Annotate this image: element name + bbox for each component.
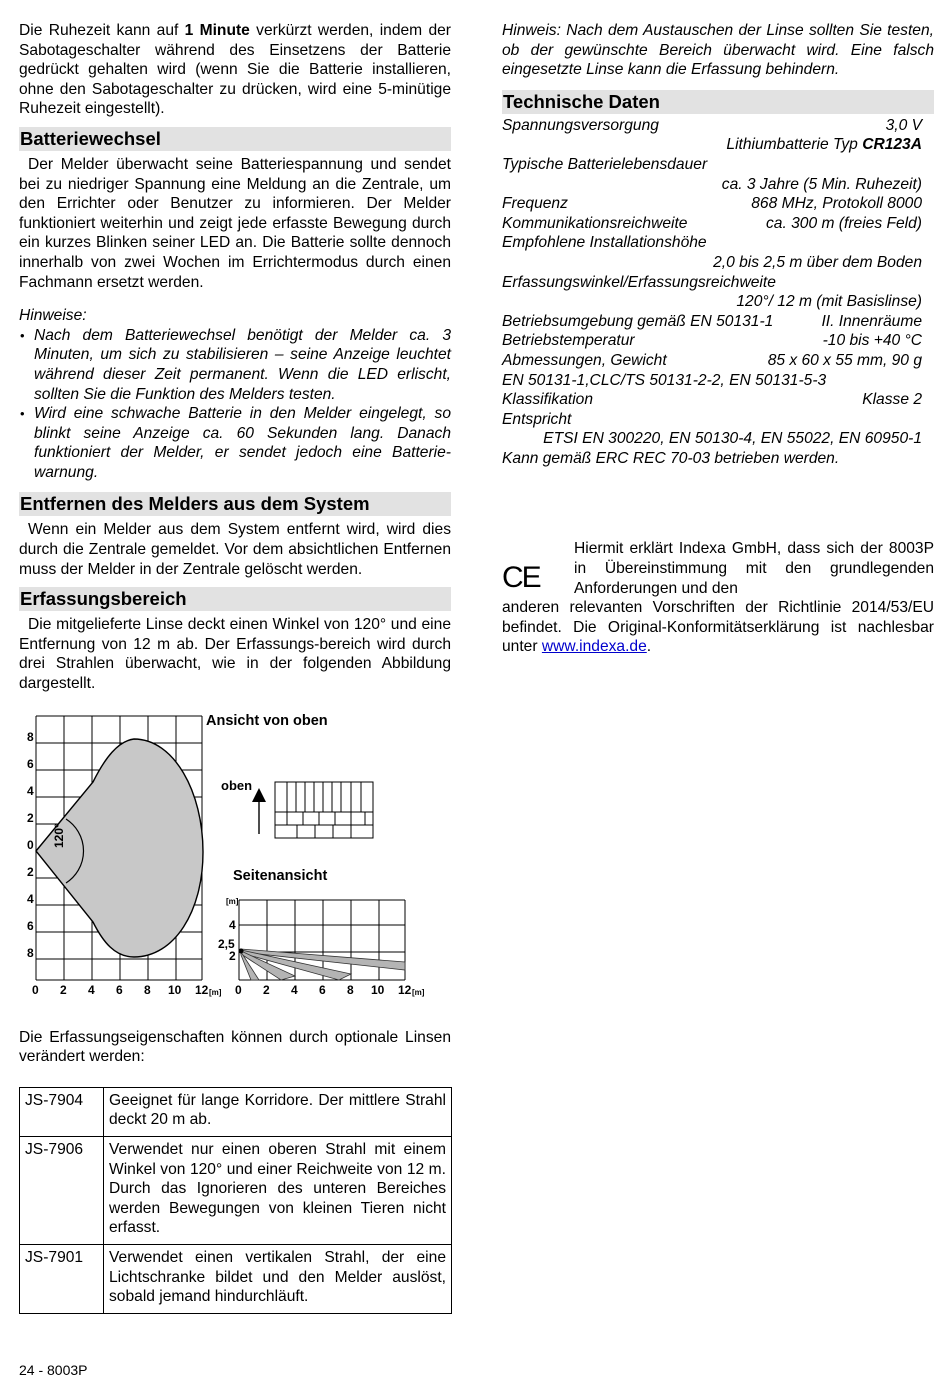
- top-x-tick: 0: [32, 982, 39, 997]
- remove-heading: Entfernen des Melders aus dem System: [19, 492, 451, 516]
- spec-row: Abmessungen, Gewicht 85 x 60 x 55 mm, 90 g: [502, 351, 922, 369]
- lens-icon: [275, 782, 373, 838]
- side-x-tick: 10: [371, 982, 385, 997]
- right-column: [502, 21, 934, 657]
- up-arrow-icon: [252, 788, 266, 802]
- left-column: [19, 21, 451, 1314]
- note-item: • Wird eine schwache Batterie in den Melder eingelegt, so blinkt seine Anzeige ca. 60 Sekunden lang. Danach funktioniert der Melder, er sendet jedoch eine Batterie-warnung.: [19, 404, 451, 482]
- battery-paragraph: Der Melder überwacht seine Batteriespannung und sendet bei zu niedriger Spannung eine Meldung an die Zentrale, um den Errichter oder Benutzer zu informieren. Der Melder funktioniert weiterhin und zeigt jede erfasste Bewegung durch ein kurzes Blinken seiner LED an. Die Batterie sollte dennoch innerhalb von zwei Wochen im Errichtermodus durch einen Fachmann ersetzt werden.: [19, 155, 451, 291]
- top-x-tick: 8: [144, 982, 151, 997]
- top-y-tick: 6: [27, 756, 34, 771]
- top-y-tick: 8: [27, 729, 34, 744]
- lens-code: JS-7904: [20, 1087, 104, 1136]
- spec-row: Betriebsumgebung gemäß EN 50131-1 II. Innenräume: [502, 312, 922, 330]
- top-x-tick: 2: [60, 982, 67, 997]
- lens-table: [19, 1087, 452, 1314]
- lens-desc: Verwendet einen vertikalen Strahl, der eine Lichtschranke bildet und den Melder auslöst, sobald jemand hindurchläuft.: [104, 1244, 452, 1313]
- spec-row: Frequenz 868 MHz, Protokoll 8000: [502, 195, 922, 213]
- side-x-tick: 6: [319, 982, 326, 997]
- side-y-tick: 2: [229, 948, 236, 963]
- spec-row: Entspricht: [502, 410, 572, 428]
- side-view-label: Seitenansicht: [233, 867, 328, 884]
- spec-row: Klassifikation Klasse 2: [502, 391, 922, 409]
- side-x-tick: 4: [291, 982, 298, 997]
- spec-row: 120°/ 12 m (mit Basislinse): [736, 293, 922, 311]
- ce-declaration: [502, 539, 934, 657]
- oben-label: oben: [221, 777, 253, 793]
- intro-text: Die Ruhezeit kann auf: [19, 22, 185, 39]
- tech-heading: Technische Daten: [502, 90, 934, 114]
- after-figure-paragraph: Die Erfassungseigenschaften können durch optionale Linsen verändert werden:: [19, 1028, 451, 1066]
- top-y-tick: 2: [27, 810, 34, 825]
- top-y-tick: 4: [27, 891, 34, 906]
- spec-row: 2,0 bis 2,5 m über dem Boden: [713, 253, 922, 271]
- top-x-tick: 10: [168, 982, 182, 997]
- ce-text-rest: anderen relevanten Vorschriften der Richtlinie 2014/53/EU befindet. Die Original-Konformitätserklärung ist nachlesbar unter www.indexa.de.: [502, 599, 934, 656]
- remove-paragraph: Wenn ein Melder aus dem System entfernt wird, wird dies durch die Zentrale gemeldet. Vor dem absichtlichen Entfernen muss der Melder in der Zentrale gelöscht werden.: [19, 521, 451, 578]
- ce-text-first: Hiermit erklärt Indexa GmbH, dass sich der 8003P in Übereinstimmung mit den grundlegenden Anforderungen und den: [574, 540, 934, 597]
- intro-text-rest: verkürzt werden, indem der Sabotageschalter während des Einsetzens der Batterie gedrückt gehalten wird (wenn Sie die Batterie installieren, ohne den Sabotageschalter zu drücken, wird eine 5-minütige Ruhezeit eingestellt).: [19, 22, 451, 118]
- side-y-tick: 2,5: [218, 936, 235, 951]
- notes-list: [19, 326, 451, 483]
- intro-paragraph: [19, 21, 451, 119]
- spec-row: Lithiumbatterie Typ CR123A: [726, 136, 922, 154]
- side-y-tick: 4: [229, 917, 236, 932]
- note-item: • Nach dem Batteriewechsel benötigt der Melder ca. 3 Minuten, um sich zu stabilisieren – seine Anzeige leuchtet während dieser Zeit permanent. Wenn die LED erlischt, sollten Sie die Funktion des Melders testen.: [19, 326, 451, 404]
- side-x-tick: 0: [235, 982, 242, 997]
- top-y-tick: 2: [27, 864, 34, 879]
- side-y-unit: [m]: [226, 896, 239, 906]
- range-paragraph: Die mitgelieferte Linse deckt einen Winkel von 120° und eine Entfernung von 12 m ab. Der Erfassungs-bereich wird durch drei Strahlen überwacht, wie in der folgenden Abbildung dargestellt.: [19, 616, 451, 693]
- table-row: [20, 1244, 452, 1313]
- lens-desc: Verwendet nur einen oberen Strahl mit einem Winkel von 120° und einer Reichweite von 12 m. Durch das Ignorieren des unteren Bereiches werden Bewegungen von kleinen Tieren nicht erfasst.: [104, 1137, 452, 1245]
- spec-row: ca. 3 Jahre (5 Min. Ruhezeit): [721, 175, 922, 193]
- spec-row: EN 50131-1,CLC/TS 50131-2-2, EN 50131-5-3: [502, 371, 827, 389]
- spec-row: Erfassungswinkel/Erfassungsreichweite: [502, 273, 776, 291]
- ce-mark-icon: CE: [502, 561, 540, 595]
- spec-row: Kann gemäß ERC REC 70-03 betrieben werden.: [502, 449, 840, 467]
- battery-heading: Batteriewechsel: [19, 127, 451, 151]
- indexa-link[interactable]: www.indexa.de: [541, 638, 647, 656]
- intro-bold: 1 Minute: [184, 22, 250, 39]
- lens-code: JS-7906: [20, 1137, 104, 1245]
- top-view-label: Ansicht von oben: [206, 712, 328, 729]
- top-y-tick: 4: [27, 783, 34, 798]
- notes-label: Hinweise:: [19, 307, 87, 325]
- spec-list: [502, 116, 934, 469]
- top-y-tick: 8: [27, 945, 34, 960]
- spec-row: Typische Batterielebensdauer: [502, 155, 708, 173]
- hint-paragraph: Hinweis: Nach dem Austauschen der Linse sollten Sie testen, ob der gewünschte Bereich überwacht wird. Eine falsch eingesetzte Linse kann die Erfassung behindern.: [502, 22, 934, 79]
- lens-code: JS-7901: [20, 1244, 104, 1313]
- spec-row: Kommunikationsreichweite ca. 300 m (freies Feld): [502, 214, 922, 232]
- side-x-unit: [m]: [412, 987, 425, 997]
- spec-row: Spannungsversorgung 3,0 V: [502, 116, 922, 134]
- spec-row: Betriebstemperatur -10 bis +40 °C: [502, 332, 922, 350]
- detection-diagram: [19, 712, 451, 1008]
- page-footer: 24 - 8003P: [19, 1362, 88, 1375]
- top-x-tick: 4: [88, 982, 95, 997]
- side-x-tick: 8: [347, 982, 354, 997]
- top-x-unit: [m]: [209, 987, 222, 997]
- lens-desc: Geeignet für lange Korridore. Der mittlere Strahl deckt 20 m ab.: [104, 1087, 452, 1136]
- detection-figure: [19, 712, 451, 1008]
- table-row: [20, 1137, 452, 1245]
- side-x-tick: 12: [398, 982, 412, 997]
- range-heading: Erfassungsbereich: [19, 587, 451, 611]
- side-x-tick: 2: [263, 982, 270, 997]
- top-y-tick: 6: [27, 918, 34, 933]
- spec-row: ETSI EN 300220, EN 50130-4, EN 55022, EN 60950-1: [543, 430, 922, 448]
- spec-row: Empfohlene Installationshöhe: [502, 234, 707, 252]
- table-row: [20, 1087, 452, 1136]
- angle-label: 120°: [52, 822, 66, 848]
- top-y-tick: 0: [27, 837, 34, 852]
- top-x-tick: 12: [195, 982, 209, 997]
- top-x-tick: 6: [116, 982, 123, 997]
